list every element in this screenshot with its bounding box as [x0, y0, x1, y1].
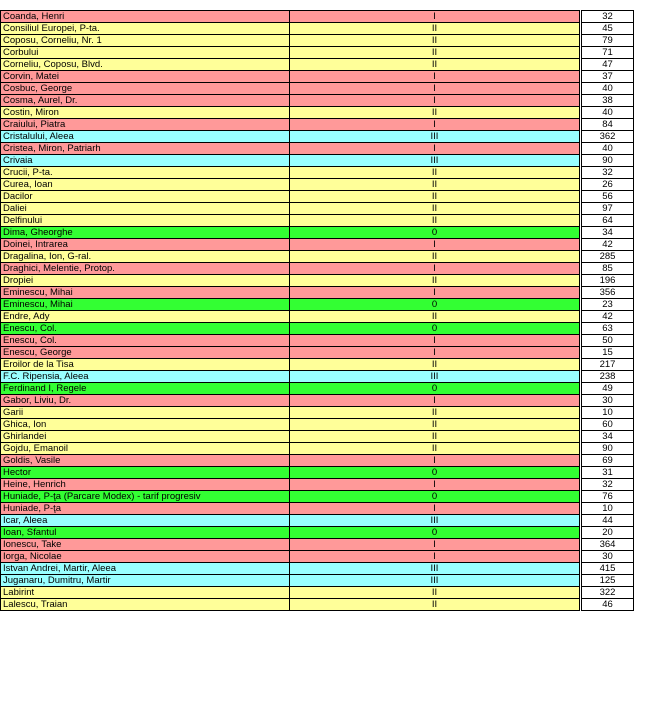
zone-cell[interactable]: I	[290, 95, 580, 107]
street-name-cell[interactable]: Eminescu, Mihai	[1, 299, 290, 311]
zone-cell[interactable]: II	[290, 35, 580, 47]
street-name-cell[interactable]: Ghica, Ion	[1, 419, 290, 431]
street-name-cell[interactable]: Crucii, P-ta.	[1, 167, 290, 179]
zone-cell[interactable]: II	[290, 191, 580, 203]
zone-cell[interactable]: I	[290, 347, 580, 359]
count-cell[interactable]: 76	[582, 491, 634, 503]
street-name-cell[interactable]: Dacilor	[1, 191, 290, 203]
street-name-cell[interactable]: F.C. Ripensia, Aleea	[1, 371, 290, 383]
table-row	[1, 155, 634, 167]
zone-cell[interactable]: I	[290, 143, 580, 155]
street-name-cell[interactable]: Corbului	[1, 47, 290, 59]
street-name-cell[interactable]: Cristalului, Aleea	[1, 131, 290, 143]
count-cell[interactable]: 31	[582, 467, 634, 479]
count-cell[interactable]: 217	[582, 359, 634, 371]
table-row	[1, 563, 634, 575]
table-row	[1, 179, 634, 191]
count-cell[interactable]: 20	[582, 527, 634, 539]
count-cell[interactable]: 32	[582, 479, 634, 491]
zone-cell[interactable]: II	[290, 203, 580, 215]
zone-cell[interactable]: II	[290, 443, 580, 455]
zone-cell[interactable]: II	[290, 47, 580, 59]
count-cell[interactable]: 84	[582, 119, 634, 131]
zone-cell[interactable]: II	[290, 407, 580, 419]
street-name-cell[interactable]: Eminescu, Mihai	[1, 287, 290, 299]
street-name-cell[interactable]: Crivaia	[1, 155, 290, 167]
zone-cell[interactable]: I	[290, 551, 580, 563]
zone-cell[interactable]: I	[290, 71, 580, 83]
street-name-cell[interactable]: Ferdinand I, Regele	[1, 383, 290, 395]
table-row	[1, 503, 634, 515]
street-name-cell[interactable]: Dragalina, Ion, G-ral.	[1, 251, 290, 263]
table-row	[1, 383, 634, 395]
street-name-cell[interactable]: Dropiei	[1, 275, 290, 287]
zone-cell[interactable]: 0	[290, 227, 580, 239]
zone-cell[interactable]: I	[290, 395, 580, 407]
street-name-cell[interactable]: Delfinului	[1, 215, 290, 227]
count-cell[interactable]: 90	[582, 443, 634, 455]
table-row	[1, 323, 634, 335]
zone-cell[interactable]: III	[290, 371, 580, 383]
count-cell[interactable]: 30	[582, 395, 634, 407]
street-zone-table	[0, 10, 634, 611]
zone-cell[interactable]: 0	[290, 467, 580, 479]
count-cell[interactable]: 285	[582, 251, 634, 263]
table-row	[1, 167, 634, 179]
table-row	[1, 599, 634, 611]
street-name-cell[interactable]: Icar, Aleea	[1, 515, 290, 527]
table-row	[1, 23, 634, 35]
zone-cell[interactable]: II	[290, 275, 580, 287]
count-cell[interactable]: 60	[582, 419, 634, 431]
zone-cell[interactable]: III	[290, 563, 580, 575]
zone-cell[interactable]: III	[290, 155, 580, 167]
street-name-cell[interactable]: Lalescu, Traian	[1, 599, 290, 611]
table-row	[1, 551, 634, 563]
street-name-cell[interactable]: Ionescu, Take	[1, 539, 290, 551]
street-name-cell[interactable]: Garii	[1, 407, 290, 419]
street-name-cell[interactable]: Gabor, Liviu, Dr.	[1, 395, 290, 407]
table-row	[1, 443, 634, 455]
count-cell[interactable]: 34	[582, 227, 634, 239]
count-cell[interactable]: 125	[582, 575, 634, 587]
zone-cell[interactable]: II	[290, 179, 580, 191]
table-row	[1, 479, 634, 491]
count-cell[interactable]: 69	[582, 455, 634, 467]
table-row	[1, 131, 634, 143]
table-row	[1, 371, 634, 383]
zone-cell[interactable]: II	[290, 431, 580, 443]
table-row	[1, 59, 634, 71]
zone-cell[interactable]: II	[290, 311, 580, 323]
zone-cell[interactable]: II	[290, 59, 580, 71]
count-cell[interactable]: 71	[582, 47, 634, 59]
count-cell[interactable]: 10	[582, 503, 634, 515]
table-row	[1, 431, 634, 443]
table-row	[1, 515, 634, 527]
count-cell[interactable]: 238	[582, 371, 634, 383]
table-row	[1, 575, 634, 587]
count-cell[interactable]: 415	[582, 563, 634, 575]
street-name-cell[interactable]: Enescu, Col.	[1, 323, 290, 335]
table-row	[1, 467, 634, 479]
zone-cell[interactable]: I	[290, 503, 580, 515]
zone-cell[interactable]: II	[290, 419, 580, 431]
street-name-cell[interactable]: Cosbuc, George	[1, 83, 290, 95]
count-cell[interactable]: 32	[582, 11, 634, 23]
count-cell[interactable]: 322	[582, 587, 634, 599]
table-row	[1, 11, 634, 23]
count-cell[interactable]: 37	[582, 71, 634, 83]
street-name-cell[interactable]: Enescu, Col.	[1, 335, 290, 347]
zone-cell[interactable]: 0	[290, 323, 580, 335]
count-cell[interactable]: 42	[582, 311, 634, 323]
count-cell[interactable]: 79	[582, 35, 634, 47]
count-cell[interactable]: 23	[582, 299, 634, 311]
table-body	[1, 11, 634, 611]
table-row	[1, 335, 634, 347]
table-row	[1, 359, 634, 371]
zone-cell[interactable]: II	[290, 167, 580, 179]
zone-cell[interactable]: I	[290, 239, 580, 251]
zone-cell[interactable]: I	[290, 263, 580, 275]
count-cell[interactable]: 32	[582, 167, 634, 179]
zone-cell[interactable]: 0	[290, 491, 580, 503]
zone-cell[interactable]: I	[290, 83, 580, 95]
zone-cell[interactable]: II	[290, 23, 580, 35]
zone-cell[interactable]: II	[290, 359, 580, 371]
count-cell[interactable]: 45	[582, 23, 634, 35]
zone-cell[interactable]: II	[290, 599, 580, 611]
table-row	[1, 287, 634, 299]
street-name-cell[interactable]: Enescu, George	[1, 347, 290, 359]
count-cell[interactable]: 90	[582, 155, 634, 167]
count-cell[interactable]: 26	[582, 179, 634, 191]
zone-cell[interactable]: 0	[290, 299, 580, 311]
street-name-cell[interactable]: Ghirlandei	[1, 431, 290, 443]
table-row	[1, 539, 634, 551]
table-row	[1, 299, 634, 311]
table-row	[1, 491, 634, 503]
count-cell[interactable]: 50	[582, 335, 634, 347]
street-name-cell[interactable]: Cosma, Aurel, Dr.	[1, 95, 290, 107]
street-name-cell[interactable]: Dima, Gheorghe	[1, 227, 290, 239]
count-cell[interactable]: 40	[582, 143, 634, 155]
table-row	[1, 203, 634, 215]
count-cell[interactable]: 42	[582, 239, 634, 251]
count-cell[interactable]: 63	[582, 323, 634, 335]
street-name-cell[interactable]: Craiului, Piatra	[1, 119, 290, 131]
table-row	[1, 119, 634, 131]
count-cell[interactable]: 40	[582, 107, 634, 119]
count-cell[interactable]: 38	[582, 95, 634, 107]
count-cell[interactable]: 64	[582, 215, 634, 227]
table-row	[1, 527, 634, 539]
street-name-cell[interactable]: Endre, Ady	[1, 311, 290, 323]
street-name-cell[interactable]: Hector	[1, 467, 290, 479]
table-row	[1, 227, 634, 239]
count-cell[interactable]: 56	[582, 191, 634, 203]
zone-cell[interactable]: II	[290, 107, 580, 119]
count-cell[interactable]: 34	[582, 431, 634, 443]
street-name-cell[interactable]: Corneliu, Coposu, Blvd.	[1, 59, 290, 71]
table-row	[1, 239, 634, 251]
count-cell[interactable]: 356	[582, 287, 634, 299]
street-name-cell[interactable]: Cristea, Miron, Patriarh	[1, 143, 290, 155]
count-cell[interactable]: 97	[582, 203, 634, 215]
street-name-cell[interactable]: Draghici, Melentie, Protop.	[1, 263, 290, 275]
street-name-cell[interactable]: Ioan, Sfantul	[1, 527, 290, 539]
table-row	[1, 311, 634, 323]
table-row	[1, 215, 634, 227]
count-cell[interactable]: 30	[582, 551, 634, 563]
zone-cell[interactable]: I	[290, 539, 580, 551]
count-cell[interactable]: 49	[582, 383, 634, 395]
count-cell[interactable]: 44	[582, 515, 634, 527]
table-row	[1, 47, 634, 59]
street-name-cell[interactable]: Huniade, P-ţa (Parcare Modex) - tarif progresiv	[1, 491, 290, 503]
zone-cell[interactable]: I	[290, 455, 580, 467]
street-name-cell[interactable]: Goldis, Vasile	[1, 455, 290, 467]
table-row	[1, 191, 634, 203]
table-row	[1, 107, 634, 119]
count-cell[interactable]: 364	[582, 539, 634, 551]
zone-cell[interactable]: III	[290, 515, 580, 527]
table-row	[1, 419, 634, 431]
street-name-cell[interactable]: Istvan Andrei, Martir, Aleea	[1, 563, 290, 575]
street-name-cell[interactable]: Heine, Henrich	[1, 479, 290, 491]
street-name-cell[interactable]: Coposu, Corneliu, Nr. 1	[1, 35, 290, 47]
street-name-cell[interactable]: Doinei, Intrarea	[1, 239, 290, 251]
table-row	[1, 83, 634, 95]
street-name-cell[interactable]: Corvin, Matei	[1, 71, 290, 83]
count-cell[interactable]: 196	[582, 275, 634, 287]
street-name-cell[interactable]: Costin, Miron	[1, 107, 290, 119]
street-name-cell[interactable]: Labirint	[1, 587, 290, 599]
table-row	[1, 407, 634, 419]
zone-cell[interactable]: III	[290, 131, 580, 143]
count-cell[interactable]: 85	[582, 263, 634, 275]
zone-cell[interactable]: 0	[290, 527, 580, 539]
table-row	[1, 395, 634, 407]
zone-cell[interactable]: I	[290, 11, 580, 23]
zone-cell[interactable]: II	[290, 215, 580, 227]
table-row	[1, 587, 634, 599]
zone-cell[interactable]: I	[290, 335, 580, 347]
zone-cell[interactable]: II	[290, 587, 580, 599]
street-name-cell[interactable]: Huniade, P-ţa	[1, 503, 290, 515]
street-name-cell[interactable]: Gojdu, Emanoil	[1, 443, 290, 455]
zone-cell[interactable]: I	[290, 479, 580, 491]
table-row	[1, 95, 634, 107]
zone-cell[interactable]: II	[290, 251, 580, 263]
street-name-cell[interactable]: Curea, Ioan	[1, 179, 290, 191]
count-cell[interactable]: 362	[582, 131, 634, 143]
table-row	[1, 143, 634, 155]
zone-cell[interactable]: I	[290, 287, 580, 299]
street-name-cell[interactable]: Iorga, Nicolae	[1, 551, 290, 563]
zone-cell[interactable]: III	[290, 575, 580, 587]
count-cell[interactable]: 40	[582, 83, 634, 95]
table-row	[1, 347, 634, 359]
street-name-cell[interactable]: Juganaru, Dumitru, Martir	[1, 575, 290, 587]
count-cell[interactable]: 46	[582, 599, 634, 611]
count-cell[interactable]: 10	[582, 407, 634, 419]
table-row	[1, 35, 634, 47]
table-row	[1, 275, 634, 287]
zone-cell[interactable]: I	[290, 119, 580, 131]
zone-cell[interactable]: 0	[290, 383, 580, 395]
count-cell[interactable]: 15	[582, 347, 634, 359]
street-name-cell[interactable]: Daliei	[1, 203, 290, 215]
street-name-cell[interactable]: Consiliul Europei, P-ta.	[1, 23, 290, 35]
table-row	[1, 455, 634, 467]
count-cell[interactable]: 47	[582, 59, 634, 71]
table-row	[1, 263, 634, 275]
table-row	[1, 251, 634, 263]
table-row	[1, 71, 634, 83]
street-name-cell[interactable]: Coanda, Henri	[1, 11, 290, 23]
street-name-cell[interactable]: Eroilor de la Tisa	[1, 359, 290, 371]
